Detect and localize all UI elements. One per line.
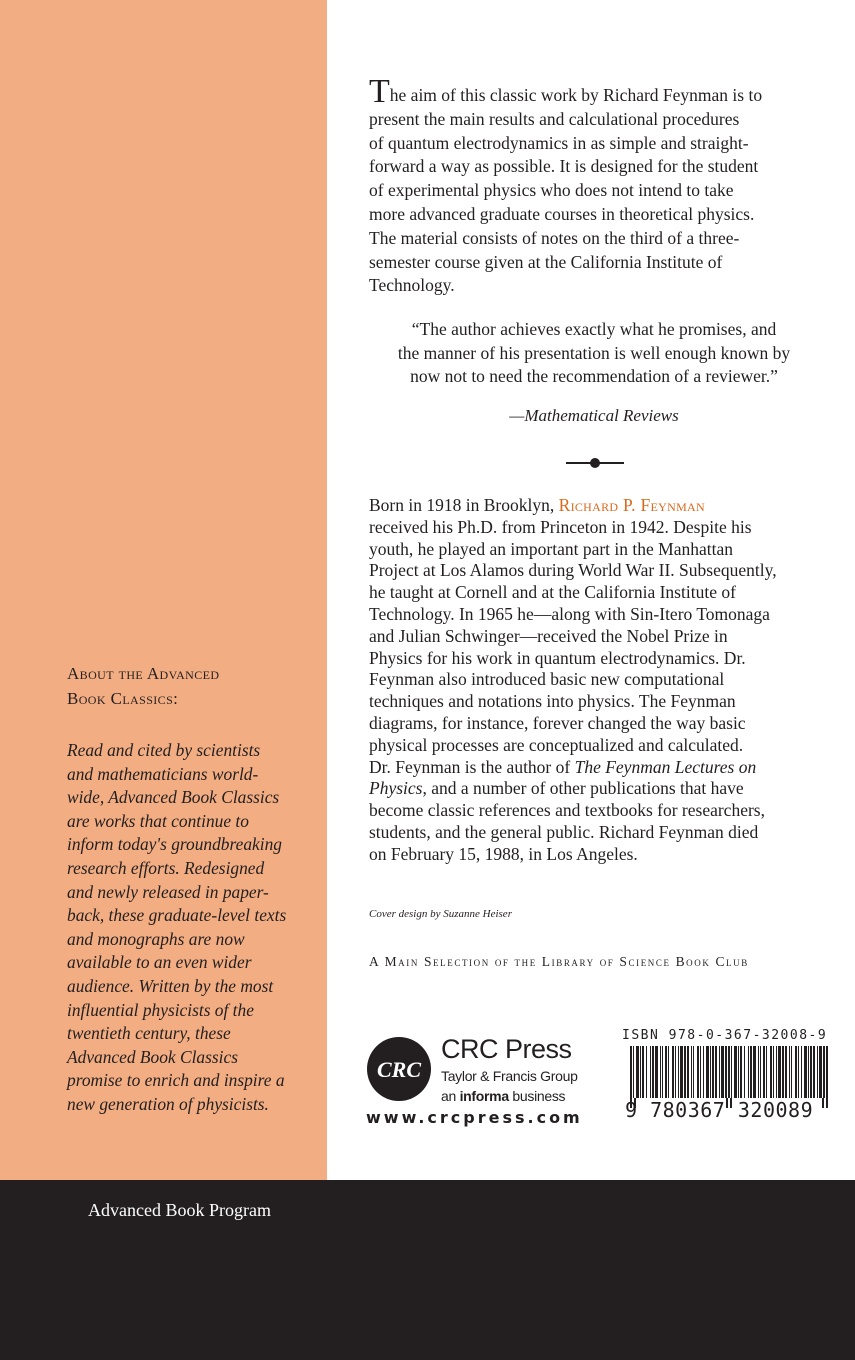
- intro-line: present the main results and calculational procedures: [369, 108, 740, 129]
- publisher-business: [441, 1088, 565, 1104]
- bio-line-physics: [369, 778, 829, 800]
- review-quote: [369, 318, 819, 389]
- about-line: promise to enrich and inspire a: [67, 1070, 285, 1091]
- ornament-divider: [566, 453, 624, 473]
- intro-first-line: [369, 73, 809, 110]
- quote-line: now not to need the recommendation of a reviewer.”: [410, 366, 778, 387]
- bio-line-lectures: [369, 757, 829, 779]
- intro-line: The material consists of notes on the third of a three-: [369, 227, 740, 248]
- intro-line: of experimental physics who does not intend to take: [369, 180, 734, 201]
- bottom-band: [0, 1180, 855, 1360]
- cover-design-credit: Cover design by Suzanne Heiser: [369, 908, 512, 920]
- about-line: audience. Written by the most: [67, 975, 274, 996]
- author-biography: [369, 495, 829, 866]
- about-heading-line: Book Classics:: [67, 689, 179, 708]
- crc-logo-text: CRC: [376, 1057, 422, 1082]
- bio-line: Physics for his work in quantum electrodynamics. Dr.: [369, 647, 746, 668]
- bio-line: diagrams, for instance, forever changed the way basic: [369, 712, 746, 733]
- bio-line-text: Born in 1918 in Brooklyn,: [369, 495, 559, 515]
- crc-logo: [366, 1036, 432, 1102]
- book-club-selection: A Main Selection of the Library of Science Book Club: [369, 954, 749, 969]
- about-heading-line: About the Advanced: [67, 664, 220, 683]
- about-line: available to an even wider: [67, 952, 252, 973]
- quote-line: “The author achieves exactly what he promises, and: [411, 319, 777, 339]
- bio-line: Project at Los Alamos during World War II. Subsequently,: [369, 560, 777, 581]
- author-name: Richard P. Feynman: [558, 495, 705, 515]
- book-title-italic: Physics: [369, 778, 423, 799]
- about-line: wide, Advanced Book Classics: [67, 787, 280, 808]
- intro-first-line-text: he aim of this classic work by Richard Feynman is to: [389, 85, 763, 105]
- intro-line: of quantum electrodynamics in as simple and straight-: [369, 132, 749, 153]
- intro-line: more advanced graduate courses in theoretical physics.: [369, 203, 755, 224]
- intro-line: forward a way as possible. It is designed for the student: [369, 156, 759, 177]
- bio-line: and Julian Schwinger—received the Nobel Prize in: [369, 625, 728, 646]
- publisher-url[interactable]: www.crcpress.com: [366, 1108, 583, 1127]
- about-line: and monographs are now: [67, 928, 245, 949]
- bio-line: he taught at Cornell and at the California Institute of: [369, 582, 736, 603]
- intro-line: semester course given at the California Institute of: [369, 251, 723, 272]
- about-heading: [67, 661, 307, 711]
- about-line: new generation of physicists.: [67, 1093, 269, 1114]
- barcode-digits: 9 780367 320089: [625, 1098, 814, 1122]
- bio-line-text: , and a number of other publications that have: [422, 778, 744, 799]
- isbn-label: ISBN 978-0-367-32008-9: [622, 1028, 828, 1043]
- bio-line: students, and the general public. Richard Feynman died: [369, 821, 759, 842]
- business-pre: an: [441, 1088, 460, 1104]
- book-title-italic: The Feynman Lectures on: [574, 756, 757, 777]
- drop-cap: T: [369, 73, 390, 110]
- bio-line: received his Ph.D. from Princeton in 1942. Despite his: [369, 516, 752, 537]
- bio-first-line: [369, 495, 829, 517]
- bio-line: physical processes are conceptualized and calculated.: [369, 734, 744, 755]
- intro-line: Technology.: [369, 275, 455, 296]
- bio-line-text: Dr. Feynman is the author of: [369, 756, 575, 777]
- about-line: back, these graduate-level texts: [67, 905, 287, 926]
- about-line: and newly released in paper-: [67, 881, 269, 902]
- bio-line: Feynman also introduced basic new computational: [369, 669, 725, 690]
- about-line: Advanced Book Classics: [67, 1046, 238, 1067]
- quote-attribution: —Mathematical Reviews: [509, 406, 679, 425]
- about-line: twentieth century, these: [67, 1023, 231, 1044]
- about-line: influential physicists of the: [67, 999, 254, 1020]
- about-line: inform today's groundbreaking: [67, 834, 282, 855]
- intro-paragraph: [369, 73, 809, 298]
- publisher-name: CRC Press: [441, 1034, 572, 1064]
- publisher-group: Taylor & Francis Group: [441, 1068, 578, 1084]
- bio-line: become classic references and textbooks for researchers,: [369, 800, 765, 821]
- bio-line: youth, he played an important part in the Manhattan: [369, 538, 733, 559]
- about-body: [67, 739, 317, 1117]
- about-line: Read and cited by scientists: [67, 740, 261, 760]
- bio-line: Technology. In 1965 he—along with Sin-Itero Tomonaga: [369, 603, 770, 624]
- program-label: Advanced Book Program: [88, 1200, 271, 1220]
- business-post: business: [508, 1088, 566, 1104]
- sidebar-panel: [0, 0, 327, 1180]
- about-line: are works that continue to: [67, 810, 249, 831]
- quote-line: the manner of his presentation is well enough known by: [397, 342, 791, 363]
- business-bold: informa: [459, 1088, 509, 1104]
- bio-line: on February 15, 1988, in Los Angeles.: [369, 843, 638, 864]
- bio-line: techniques and notations into physics. The Feynman: [369, 691, 736, 712]
- about-line: research efforts. Redesigned: [67, 857, 265, 878]
- about-line: and mathematicians world-: [67, 763, 259, 784]
